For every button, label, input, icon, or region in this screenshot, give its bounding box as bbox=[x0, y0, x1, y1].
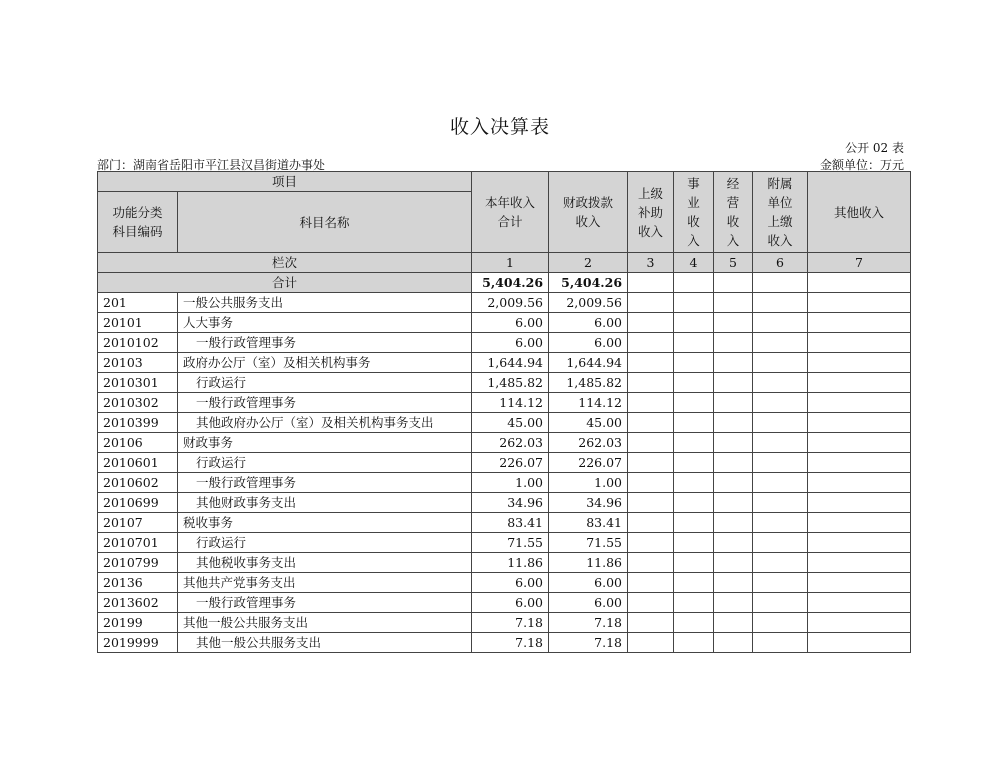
fiscal-income-cell: 1,644.94 bbox=[549, 353, 628, 373]
total-income-cell: 34.96 bbox=[472, 493, 549, 513]
header-other-income: 其他收入 bbox=[808, 172, 911, 253]
empty-cell bbox=[714, 373, 753, 393]
table-row bbox=[98, 353, 911, 373]
empty-cell bbox=[808, 513, 911, 533]
fiscal-income-cell: 262.03 bbox=[549, 433, 628, 453]
code-cell: 2010399 bbox=[98, 413, 178, 433]
table-row bbox=[98, 433, 911, 453]
empty-cell bbox=[674, 393, 714, 413]
empty-cell bbox=[674, 293, 714, 313]
total-income-cell: 11.86 bbox=[472, 553, 549, 573]
column-number: 6 bbox=[753, 253, 808, 273]
column-number: 5 bbox=[714, 253, 753, 273]
empty-cell bbox=[753, 453, 808, 473]
name-cell: 其他政府办公厅（室）及相关机构事务支出 bbox=[178, 413, 472, 433]
table-row bbox=[98, 513, 911, 533]
fiscal-income-cell: 1.00 bbox=[549, 473, 628, 493]
header-affiliated-income: 附属 单位 上缴 收入 bbox=[753, 172, 808, 253]
column-number: 3 bbox=[628, 253, 674, 273]
header-row-1 bbox=[98, 172, 911, 192]
empty-cell bbox=[714, 433, 753, 453]
empty-cell bbox=[753, 493, 808, 513]
fiscal-income-cell: 114.12 bbox=[549, 393, 628, 413]
empty-cell bbox=[808, 453, 911, 473]
name-cell: 其他共产党事务支出 bbox=[178, 573, 472, 593]
total-income-value: 5,404.26 bbox=[472, 273, 549, 293]
name-cell: 其他一般公共服务支出 bbox=[178, 633, 472, 653]
name-cell: 一般行政管理事务 bbox=[178, 473, 472, 493]
empty-cell bbox=[753, 573, 808, 593]
code-cell: 20107 bbox=[98, 513, 178, 533]
empty-cell bbox=[808, 593, 911, 613]
fiscal-income-cell: 6.00 bbox=[549, 593, 628, 613]
empty-cell bbox=[808, 293, 911, 313]
name-cell: 人大事务 bbox=[178, 313, 472, 333]
empty-cell bbox=[714, 453, 753, 473]
empty-cell bbox=[714, 613, 753, 633]
total-income-cell: 6.00 bbox=[472, 573, 549, 593]
empty-cell bbox=[674, 533, 714, 553]
name-cell: 其他一般公共服务支出 bbox=[178, 613, 472, 633]
name-cell: 一般公共服务支出 bbox=[178, 293, 472, 313]
table-row bbox=[98, 613, 911, 633]
header-operating-income: 经 营 收 入 bbox=[714, 172, 753, 253]
empty-cell bbox=[628, 633, 674, 653]
total-income-cell: 7.18 bbox=[472, 633, 549, 653]
empty-cell bbox=[628, 473, 674, 493]
empty-cell bbox=[674, 433, 714, 453]
empty-cell bbox=[808, 273, 911, 293]
column-number: 7 bbox=[808, 253, 911, 273]
name-cell: 行政运行 bbox=[178, 533, 472, 553]
empty-cell bbox=[714, 493, 753, 513]
fiscal-income-cell: 1,485.82 bbox=[549, 373, 628, 393]
header-name: 科目名称 bbox=[178, 192, 472, 253]
empty-cell bbox=[753, 553, 808, 573]
header-total-income: 本年收入 合计 bbox=[472, 172, 549, 253]
empty-cell bbox=[714, 473, 753, 493]
table-row bbox=[98, 533, 911, 553]
empty-cell bbox=[753, 393, 808, 413]
code-cell: 201 bbox=[98, 293, 178, 313]
empty-cell bbox=[628, 413, 674, 433]
empty-cell bbox=[808, 533, 911, 553]
empty-cell bbox=[628, 373, 674, 393]
fiscal-income-cell: 11.86 bbox=[549, 553, 628, 573]
fiscal-income-cell: 226.07 bbox=[549, 453, 628, 473]
empty-cell bbox=[808, 473, 911, 493]
code-cell: 2010799 bbox=[98, 553, 178, 573]
code-cell: 20101 bbox=[98, 313, 178, 333]
total-income-cell: 71.55 bbox=[472, 533, 549, 553]
empty-cell bbox=[808, 633, 911, 653]
code-cell: 20103 bbox=[98, 353, 178, 373]
empty-cell bbox=[674, 373, 714, 393]
empty-cell bbox=[808, 553, 911, 573]
empty-cell bbox=[628, 613, 674, 633]
total-income-cell: 6.00 bbox=[472, 313, 549, 333]
empty-cell bbox=[753, 413, 808, 433]
fiscal-income-cell: 2,009.56 bbox=[549, 293, 628, 313]
fiscal-income-cell: 6.00 bbox=[549, 313, 628, 333]
code-cell: 2019999 bbox=[98, 633, 178, 653]
fiscal-income-cell: 71.55 bbox=[549, 533, 628, 553]
empty-cell bbox=[628, 533, 674, 553]
empty-cell bbox=[674, 473, 714, 493]
code-cell: 2010302 bbox=[98, 393, 178, 413]
total-income-cell: 2,009.56 bbox=[472, 293, 549, 313]
empty-cell bbox=[753, 313, 808, 333]
empty-cell bbox=[753, 593, 808, 613]
total-income-cell: 45.00 bbox=[472, 413, 549, 433]
table-row bbox=[98, 453, 911, 473]
empty-cell bbox=[714, 413, 753, 433]
empty-cell bbox=[714, 573, 753, 593]
empty-cell bbox=[674, 273, 714, 293]
total-income-cell: 114.12 bbox=[472, 393, 549, 413]
empty-cell bbox=[674, 453, 714, 473]
fiscal-income-cell: 7.18 bbox=[549, 633, 628, 653]
table-row bbox=[98, 293, 911, 313]
empty-cell bbox=[628, 353, 674, 373]
empty-cell bbox=[714, 273, 753, 293]
header-business-income: 事 业 收 入 bbox=[674, 172, 714, 253]
table-row bbox=[98, 593, 911, 613]
empty-cell bbox=[753, 373, 808, 393]
table-row bbox=[98, 553, 911, 573]
table-row bbox=[98, 393, 911, 413]
empty-cell bbox=[753, 613, 808, 633]
code-cell: 2010699 bbox=[98, 493, 178, 513]
total-fiscal-value: 5,404.26 bbox=[549, 273, 628, 293]
department-label: 部门：湖南省岳阳市平江县汉昌街道办事处 bbox=[97, 158, 326, 172]
empty-cell bbox=[753, 353, 808, 373]
name-cell: 一般行政管理事务 bbox=[178, 393, 472, 413]
name-cell: 一般行政管理事务 bbox=[178, 333, 472, 353]
income-table bbox=[97, 171, 911, 653]
code-cell: 2010601 bbox=[98, 453, 178, 473]
empty-cell bbox=[674, 493, 714, 513]
empty-cell bbox=[808, 573, 911, 593]
empty-cell bbox=[808, 353, 911, 373]
empty-cell bbox=[714, 633, 753, 653]
total-income-cell: 1,644.94 bbox=[472, 353, 549, 373]
total-income-cell: 262.03 bbox=[472, 433, 549, 453]
empty-cell bbox=[628, 593, 674, 613]
empty-cell bbox=[808, 393, 911, 413]
fiscal-income-cell: 6.00 bbox=[549, 333, 628, 353]
empty-cell bbox=[628, 453, 674, 473]
total-income-cell: 83.41 bbox=[472, 513, 549, 533]
empty-cell bbox=[674, 613, 714, 633]
total-income-cell: 7.18 bbox=[472, 613, 549, 633]
code-cell: 20199 bbox=[98, 613, 178, 633]
empty-cell bbox=[808, 613, 911, 633]
code-cell: 20106 bbox=[98, 433, 178, 453]
empty-cell bbox=[674, 593, 714, 613]
fiscal-income-cell: 6.00 bbox=[549, 573, 628, 593]
table-row bbox=[98, 373, 911, 393]
empty-cell bbox=[714, 553, 753, 573]
empty-cell bbox=[714, 353, 753, 373]
header-item: 项目 bbox=[98, 172, 472, 192]
empty-cell bbox=[674, 333, 714, 353]
empty-cell bbox=[714, 593, 753, 613]
empty-cell bbox=[753, 513, 808, 533]
total-income-cell: 1.00 bbox=[472, 473, 549, 493]
table-row bbox=[98, 493, 911, 513]
form-number: 公开 02 表 bbox=[845, 141, 904, 155]
table-row bbox=[98, 633, 911, 653]
empty-cell bbox=[628, 573, 674, 593]
name-cell: 税收事务 bbox=[178, 513, 472, 533]
fiscal-income-cell: 83.41 bbox=[549, 513, 628, 533]
empty-cell bbox=[753, 293, 808, 313]
empty-cell bbox=[753, 533, 808, 553]
empty-cell bbox=[628, 273, 674, 293]
empty-cell bbox=[628, 393, 674, 413]
page-title: 收入决算表 bbox=[449, 116, 550, 138]
code-cell: 2010602 bbox=[98, 473, 178, 493]
empty-cell bbox=[628, 553, 674, 573]
empty-cell bbox=[674, 553, 714, 573]
empty-cell bbox=[674, 573, 714, 593]
empty-cell bbox=[674, 313, 714, 333]
empty-cell bbox=[628, 493, 674, 513]
empty-cell bbox=[808, 333, 911, 353]
empty-cell bbox=[628, 313, 674, 333]
name-cell: 其他财政事务支出 bbox=[178, 493, 472, 513]
table-row bbox=[98, 313, 911, 333]
name-cell: 其他税收事务支出 bbox=[178, 553, 472, 573]
empty-cell bbox=[714, 293, 753, 313]
code-cell: 2010102 bbox=[98, 333, 178, 353]
total-income-cell: 6.00 bbox=[472, 333, 549, 353]
empty-cell bbox=[753, 633, 808, 653]
table-row bbox=[98, 573, 911, 593]
column-number: 1 bbox=[472, 253, 549, 273]
total-income-cell: 6.00 bbox=[472, 593, 549, 613]
empty-cell bbox=[628, 333, 674, 353]
name-cell: 政府办公厅（室）及相关机构事务 bbox=[178, 353, 472, 373]
table-row bbox=[98, 333, 911, 353]
column-label: 栏次 bbox=[98, 253, 472, 273]
name-cell: 一般行政管理事务 bbox=[178, 593, 472, 613]
fiscal-income-cell: 7.18 bbox=[549, 613, 628, 633]
empty-cell bbox=[674, 413, 714, 433]
empty-cell bbox=[808, 313, 911, 333]
empty-cell bbox=[674, 513, 714, 533]
empty-cell bbox=[808, 373, 911, 393]
code-cell: 20136 bbox=[98, 573, 178, 593]
empty-cell bbox=[808, 433, 911, 453]
empty-cell bbox=[628, 433, 674, 453]
amount-unit-label: 金额单位：万元 bbox=[819, 158, 904, 172]
empty-cell bbox=[628, 513, 674, 533]
table-row bbox=[98, 473, 911, 493]
empty-cell bbox=[714, 393, 753, 413]
header-superior-subsidy: 上级 补助 收入 bbox=[628, 172, 674, 253]
empty-cell bbox=[753, 333, 808, 353]
empty-cell bbox=[714, 333, 753, 353]
empty-cell bbox=[714, 313, 753, 333]
table-row bbox=[98, 413, 911, 433]
empty-cell bbox=[714, 513, 753, 533]
empty-cell bbox=[628, 293, 674, 313]
code-cell: 2010701 bbox=[98, 533, 178, 553]
empty-cell bbox=[753, 473, 808, 493]
name-cell: 财政事务 bbox=[178, 433, 472, 453]
name-cell: 行政运行 bbox=[178, 373, 472, 393]
column-number: 4 bbox=[674, 253, 714, 273]
total-income-cell: 1,485.82 bbox=[472, 373, 549, 393]
empty-cell bbox=[674, 633, 714, 653]
fiscal-income-cell: 34.96 bbox=[549, 493, 628, 513]
empty-cell bbox=[808, 493, 911, 513]
header-fiscal-income: 财政拨款 收入 bbox=[549, 172, 628, 253]
total-label: 合计 bbox=[98, 273, 472, 293]
empty-cell bbox=[714, 533, 753, 553]
total-income-cell: 226.07 bbox=[472, 453, 549, 473]
empty-cell bbox=[808, 413, 911, 433]
column-number: 2 bbox=[549, 253, 628, 273]
empty-cell bbox=[753, 433, 808, 453]
empty-cell bbox=[674, 353, 714, 373]
name-cell: 行政运行 bbox=[178, 453, 472, 473]
column-number-row bbox=[98, 253, 911, 273]
code-cell: 2010301 bbox=[98, 373, 178, 393]
fiscal-income-cell: 45.00 bbox=[549, 413, 628, 433]
code-cell: 2013602 bbox=[98, 593, 178, 613]
header-code: 功能分类 科目编码 bbox=[98, 192, 178, 253]
empty-cell bbox=[753, 273, 808, 293]
total-row bbox=[98, 273, 911, 293]
